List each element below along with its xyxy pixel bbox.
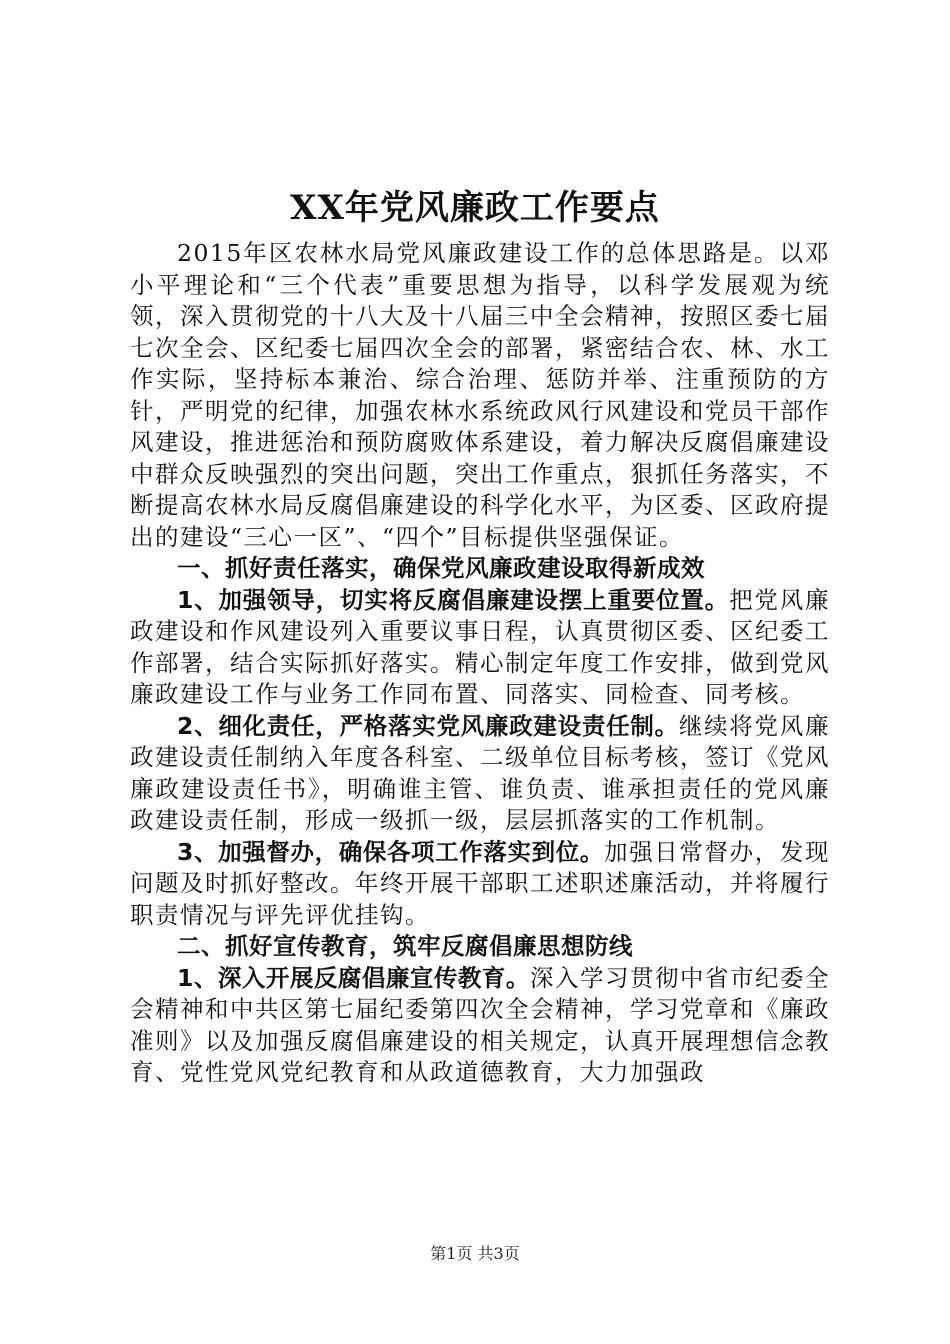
intro-paragraph: 2015年区农林水局党风廉政建设工作的总体思路是。以邓小平理论和“三个代表”重要思想为指导，以科学发展观为统领，深入贯彻党的十八大及十八届三中全会精神，按照区委七届七次全会、区纪委七届四次全会的部署，紧密结合农、林、水工作实际，坚持标本兼治、综合治理、惩防并举、注重预防的方针，严明党的纪律，加强农林水系统政风行风建设和党员干部作风建设，推进惩治和预防腐败体系建设，着力解决反腐倡廉建设中群众反映强烈的突出问题，突出工作重点，狠抓任务落实，不断提高农林水局反腐倡廉建设的科学化水平，为区委、区政府提出的建设“三心一区”、“四个”目标提供坚强保证。: [130, 239, 830, 551]
page-footer: 第1页 共3页: [430, 1244, 520, 1263]
item-lead: 2、细化责任，严格落实党风廉政建设责任制。: [177, 711, 679, 740]
section1-item-1: [130, 585, 830, 711]
item-body: 深入学习贯彻中省市纪委全会精神和中共区第七届纪委第四次全会精神，学习党章和《廉政准则》以及加强反腐倡廉建设的相关规定，认真开展理想信念教育、党性党风党纪教育和从政道德教育，大力加强政: [130, 963, 830, 1086]
section2-item-1: [130, 963, 830, 1089]
item-lead: 1、加强领导，切实将反腐倡廉建设摆上重要位置。: [177, 585, 730, 614]
section1-item-2: [130, 711, 830, 837]
item-lead: 1、深入开展反腐倡廉宣传教育。: [177, 963, 530, 992]
section-heading-1: 一、抓好责任落实，确保党风廉政建设取得新成效: [177, 554, 705, 582]
item-lead: 3、加强督办，确保各项工作落实到位。: [177, 837, 605, 866]
section-heading-2: 二、抓好宣传教育，筑牢反腐倡廉思想防线: [177, 932, 633, 960]
document-body: [130, 238, 830, 1089]
item-body: 加强日常督办，发现问题及时抓好整改。年终开展干部职工述职述廉活动，并将履行职责情况与评先评优挂钩。: [130, 837, 830, 929]
section1-item-3: [130, 837, 830, 932]
document-title: XX年党风廉政工作要点: [290, 188, 660, 228]
item-body: 继续将党风廉政建设责任制纳入年度各科室、二级单位目标考核，签订《党风廉政建设责任书》，明确谁主管、谁负责、谁承担责任的党风廉政建设责任制，形成一级抓一级，层层抓落实的工作机制。: [130, 711, 830, 834]
item-body: 把党风廉政建设和作风建设列入重要议事日程，认真贯彻区委、区纪委工作部署，结合实际抓好落实。精心制定年度工作安排，做到党风廉政建设工作与业务工作同布置、同落实、同检查、同考核。: [130, 585, 831, 708]
